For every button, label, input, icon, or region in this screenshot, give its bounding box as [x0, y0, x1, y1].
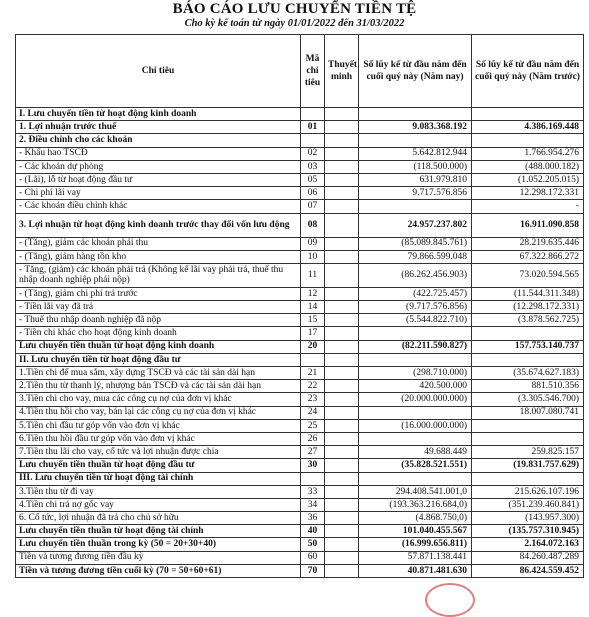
row-note — [325, 459, 359, 472]
table-row — [16, 525, 584, 538]
row-note — [325, 200, 359, 213]
row-current-value: (5.544.822.710) — [359, 314, 472, 327]
table-row — [16, 472, 584, 485]
row-note — [325, 121, 359, 134]
row-code: 24 — [301, 406, 325, 419]
row-code: 14 — [301, 301, 325, 314]
row-label: 6. Cổ tức, lợi nhuận đã trả cho chủ sở hữu — [16, 512, 301, 525]
row-previous-value — [472, 432, 584, 445]
row-note — [325, 512, 359, 525]
row-previous-value: 12.298.172.331 — [472, 187, 584, 200]
row-current-value: 294.408.541.001,0 — [359, 485, 472, 498]
table-row — [16, 380, 584, 393]
row-current-value — [359, 108, 472, 121]
row-current-value — [359, 134, 472, 147]
row-code: 60 — [301, 551, 325, 564]
row-label: - (Lãi), lỗ từ hoạt động đầu tư — [16, 173, 301, 186]
table-row — [16, 173, 584, 186]
row-label: - Tiền chi khác cho hoạt động kinh doanh — [16, 327, 301, 340]
row-previous-value: 73.020.594.565 — [472, 263, 584, 287]
row-current-value: (422.725.457) — [359, 287, 472, 300]
row-current-value — [359, 327, 472, 340]
row-current-value: (4.868.750,0) — [359, 512, 472, 525]
table-row — [16, 314, 584, 327]
row-previous-value: (35.674.627.183) — [472, 367, 584, 380]
table-row — [16, 367, 584, 380]
row-current-value: (85.089.845.761) — [359, 237, 472, 250]
row-label: Lưu chuyển tiền thuần từ hoạt động kinh doanh — [16, 340, 301, 353]
row-note — [325, 353, 359, 366]
row-label: - Các khoản điều chỉnh khác — [16, 200, 301, 213]
row-previous-value: 1.766.954.276 — [472, 147, 584, 160]
row-code: 01 — [301, 121, 325, 134]
row-label: 6.Tiền thu hồi đầu tư góp vốn vào đơn vị khác — [16, 432, 301, 445]
row-current-value: (86.262.456.903) — [359, 263, 472, 287]
row-note — [325, 263, 359, 287]
row-code — [301, 134, 325, 147]
row-note — [325, 134, 359, 147]
row-current-value: 101.040.455.567 — [359, 525, 472, 538]
row-note — [325, 393, 359, 406]
table-row — [16, 200, 584, 213]
row-note — [325, 187, 359, 200]
row-label: 3. Lợi nhuận từ hoạt động kinh doanh trước thay đổi vốn lưu động — [16, 213, 301, 237]
row-note — [325, 367, 359, 380]
row-label: - Thuế thu nhập doanh nghiệp đã nộp — [16, 314, 301, 327]
row-previous-value: 28.219.635.446 — [472, 237, 584, 250]
row-note — [325, 446, 359, 459]
table-row — [16, 459, 584, 472]
row-label: 3.Tiền chi cho vay, mua các công cụ nợ của đơn vị khác — [16, 393, 301, 406]
row-current-value: 40.871.481.630 — [359, 564, 472, 577]
row-label: 2. Điều chỉnh cho các khoản — [16, 134, 301, 147]
row-code: 27 — [301, 446, 325, 459]
row-note — [325, 237, 359, 250]
row-code: 12 — [301, 287, 325, 300]
row-current-value: 24.957.237.802 — [359, 213, 472, 237]
row-note — [325, 472, 359, 485]
row-label: Tiền và tương đương tiền đầu kỳ — [16, 551, 301, 564]
row-code — [301, 472, 325, 485]
header-current-period: Số lũy kế từ đầu năm đến cuối quý này (Năm nay) — [359, 35, 472, 108]
row-note — [325, 287, 359, 300]
table-row — [16, 263, 584, 287]
table-row — [16, 301, 584, 314]
row-code: 21 — [301, 367, 325, 380]
row-previous-value: (351.239.460.841) — [472, 498, 584, 511]
table-row — [16, 287, 584, 300]
table-row — [16, 485, 584, 498]
row-note — [325, 419, 359, 432]
row-previous-value — [472, 327, 584, 340]
row-label: Lưu chuyển tiền thuần trong kỳ (50 = 20+30+40) — [16, 538, 301, 551]
table-row — [16, 237, 584, 250]
row-label: 7.Tiền thu lãi cho vay, cổ tức và lợi nhuận được chia — [16, 446, 301, 459]
row-previous-value: (135.757.310.945) — [472, 525, 584, 538]
row-current-value: 9.083.368.192 — [359, 121, 472, 134]
row-previous-value: 881.510.356 — [472, 380, 584, 393]
row-note — [325, 498, 359, 511]
row-current-value — [359, 472, 472, 485]
header-note: Thuyết minh — [325, 35, 359, 108]
row-current-value: (16.000.000.000) — [359, 419, 472, 432]
row-code: 07 — [301, 200, 325, 213]
row-note — [325, 432, 359, 445]
row-previous-value: (3.878.562.725) — [472, 314, 584, 327]
row-code: 03 — [301, 160, 325, 173]
row-previous-value: 259.825.157 — [472, 446, 584, 459]
row-current-value: (9.717.576.856) — [359, 301, 472, 314]
row-code: 09 — [301, 237, 325, 250]
row-note — [325, 485, 359, 498]
row-previous-value — [472, 353, 584, 366]
row-previous-value: (488.000.182) — [472, 160, 584, 173]
row-code: 08 — [301, 213, 325, 237]
row-note — [325, 160, 359, 173]
row-previous-value: 86.424.559.452 — [472, 564, 584, 577]
row-current-value: (35.828.521.551) — [359, 459, 472, 472]
row-code: 11 — [301, 263, 325, 287]
row-previous-value: (19.831.757.629) — [472, 459, 584, 472]
row-previous-value: - — [472, 200, 584, 213]
row-label: - (Tăng), giảm hàng tồn kho — [16, 250, 301, 263]
table-row — [16, 564, 584, 577]
row-previous-value: (143.957.300) — [472, 512, 584, 525]
row-current-value — [359, 200, 472, 213]
row-note — [325, 314, 359, 327]
row-note — [325, 564, 359, 577]
table-row — [16, 393, 584, 406]
row-current-value: (298.710.000) — [359, 367, 472, 380]
report-title: BÁO CÁO LƯU CHUYỂN TIỀN TỆ — [172, 1, 417, 17]
row-note — [325, 250, 359, 263]
row-code: 02 — [301, 147, 325, 160]
table-body — [16, 108, 584, 578]
table-row — [16, 147, 584, 160]
row-code: 40 — [301, 525, 325, 538]
row-previous-value: 18.007.080.741 — [472, 406, 584, 419]
company-seal — [425, 583, 475, 617]
row-current-value — [359, 406, 472, 419]
row-label: - (Tăng), giảm chi phí trả trước — [16, 287, 301, 300]
header-item: Chỉ tiêu — [16, 35, 301, 108]
row-current-value: (82.211.590.827) — [359, 340, 472, 353]
row-current-value: (20.000.000.000) — [359, 393, 472, 406]
row-code: 15 — [301, 314, 325, 327]
row-previous-value: (1.052.205.015) — [472, 173, 584, 186]
row-label: 5.Tiền chi đầu tư góp vốn vào đơn vị khác — [16, 419, 301, 432]
row-code: 05 — [301, 173, 325, 186]
row-label: II. Lưu chuyển tiền từ hoạt động đầu tư — [16, 353, 301, 366]
row-current-value: (193.363.216.684,0) — [359, 498, 472, 511]
header-code: Mã chỉ tiêu — [301, 35, 325, 108]
table-row — [16, 538, 584, 551]
row-note — [325, 538, 359, 551]
row-previous-value — [472, 419, 584, 432]
table-row — [16, 160, 584, 173]
row-code: 17 — [301, 327, 325, 340]
row-current-value — [359, 432, 472, 445]
row-code: 23 — [301, 393, 325, 406]
cash-flow-table — [15, 34, 584, 578]
row-label: 4.Tiền thu hồi cho vay, bán lại các công cụ nợ của đơn vị khác — [16, 406, 301, 419]
row-current-value: (16.999.656.811) — [359, 538, 472, 551]
row-label: 1. Lợi nhuận trước thuế — [16, 121, 301, 134]
row-label: I. Lưu chuyển tiền từ hoạt động kinh doanh — [16, 108, 301, 121]
row-code: 36 — [301, 512, 325, 525]
table-row — [16, 551, 584, 564]
row-current-value: 420.500.000 — [359, 380, 472, 393]
row-code: 70 — [301, 564, 325, 577]
row-code — [301, 108, 325, 121]
row-code: 26 — [301, 432, 325, 445]
row-label: - Tiền lãi vay đã trả — [16, 301, 301, 314]
row-previous-value: (12.298.172.331) — [472, 301, 584, 314]
row-code: 30 — [301, 459, 325, 472]
row-label: 4.Tiền chi trả nợ gốc vay — [16, 498, 301, 511]
row-note — [325, 301, 359, 314]
row-previous-value: 4.386.169.448 — [472, 121, 584, 134]
row-previous-value: 157.753.140.737 — [472, 340, 584, 353]
row-previous-value: 215.626.107.196 — [472, 485, 584, 498]
row-previous-value — [472, 108, 584, 121]
table-row — [16, 213, 584, 237]
row-note — [325, 173, 359, 186]
row-note — [325, 340, 359, 353]
row-label: Tiền và tương đương tiền cuối kỳ (70 = 50+60+61) — [16, 564, 301, 577]
row-code: 20 — [301, 340, 325, 353]
row-label: - Tăng, (giảm) các khoản phải trả (Không kể lãi vay phải trả, thuế thu nhập doanh nghiệp phải nộp) — [16, 263, 301, 287]
row-previous-value: 84.260.487.289 — [472, 551, 584, 564]
table-row — [16, 406, 584, 419]
row-current-value: 9.717.576.856 — [359, 187, 472, 200]
table-row — [16, 446, 584, 459]
row-note — [325, 147, 359, 160]
header-previous-period: Số lũy kế từ đầu năm đến cuối quý này (Năm trước) — [472, 35, 584, 108]
row-label: - Khấu hao TSCĐ — [16, 147, 301, 160]
row-current-value: 57.871.138.441 — [359, 551, 472, 564]
row-note — [325, 406, 359, 419]
header-row — [16, 35, 584, 108]
row-note — [325, 108, 359, 121]
row-current-value: 79.866.599.048 — [359, 250, 472, 263]
report-period: Cho kỳ kế toán từ ngày 01/01/2022 đến 31/03/2022 — [184, 18, 405, 29]
row-code: 50 — [301, 538, 325, 551]
table-row — [16, 121, 584, 134]
row-code: 33 — [301, 485, 325, 498]
row-code: 34 — [301, 498, 325, 511]
row-previous-value: 16.911.090.858 — [472, 213, 584, 237]
row-current-value: 631.979.810 — [359, 173, 472, 186]
row-label: 1.Tiền chi để mua sắm, xây dựng TSCĐ và các tài sản dài hạn — [16, 367, 301, 380]
row-previous-value: 67.322.866.272 — [472, 250, 584, 263]
row-current-value: 5.642.812.944 — [359, 147, 472, 160]
row-previous-value: (3.305.546.700) — [472, 393, 584, 406]
row-label: III. Lưu chuyển tiền từ hoạt động tài chính — [16, 472, 301, 485]
row-current-value: (118.500.000) — [359, 160, 472, 173]
table-row — [16, 327, 584, 340]
table-row — [16, 340, 584, 353]
row-previous-value — [472, 134, 584, 147]
table-row — [16, 498, 584, 511]
row-previous-value: 2.164.072.163 — [472, 538, 584, 551]
row-code: 06 — [301, 187, 325, 200]
row-code: 22 — [301, 380, 325, 393]
row-code: 10 — [301, 250, 325, 263]
table-row — [16, 134, 584, 147]
row-label: - Chi phí lãi vay — [16, 187, 301, 200]
table-row — [16, 353, 584, 366]
row-label: 3.Tiền thu từ đi vay — [16, 485, 301, 498]
table-row — [16, 512, 584, 525]
row-label: - Các khoản dự phòng — [16, 160, 301, 173]
table-row — [16, 250, 584, 263]
table-row — [16, 108, 584, 121]
table-row — [16, 432, 584, 445]
row-note — [325, 380, 359, 393]
row-label: Lưu chuyển tiền thuần từ hoạt động đầu tư — [16, 459, 301, 472]
row-previous-value — [472, 472, 584, 485]
row-note — [325, 551, 359, 564]
row-label: Lưu chuyển tiền thuần từ hoạt động tài chính — [16, 525, 301, 538]
row-current-value: 49.688.449 — [359, 446, 472, 459]
row-label: 2.Tiền thu từ thanh lý, nhượng bán TSCĐ và các tài sản dài hạn — [16, 380, 301, 393]
row-note — [325, 327, 359, 340]
table-row — [16, 419, 584, 432]
table-row — [16, 187, 584, 200]
row-code: 25 — [301, 419, 325, 432]
row-label: - (Tăng), giảm các khoản phải thu — [16, 237, 301, 250]
row-code — [301, 353, 325, 366]
row-note — [325, 213, 359, 237]
row-current-value — [359, 353, 472, 366]
row-note — [325, 525, 359, 538]
row-previous-value: (11.544.311.348) — [472, 287, 584, 300]
